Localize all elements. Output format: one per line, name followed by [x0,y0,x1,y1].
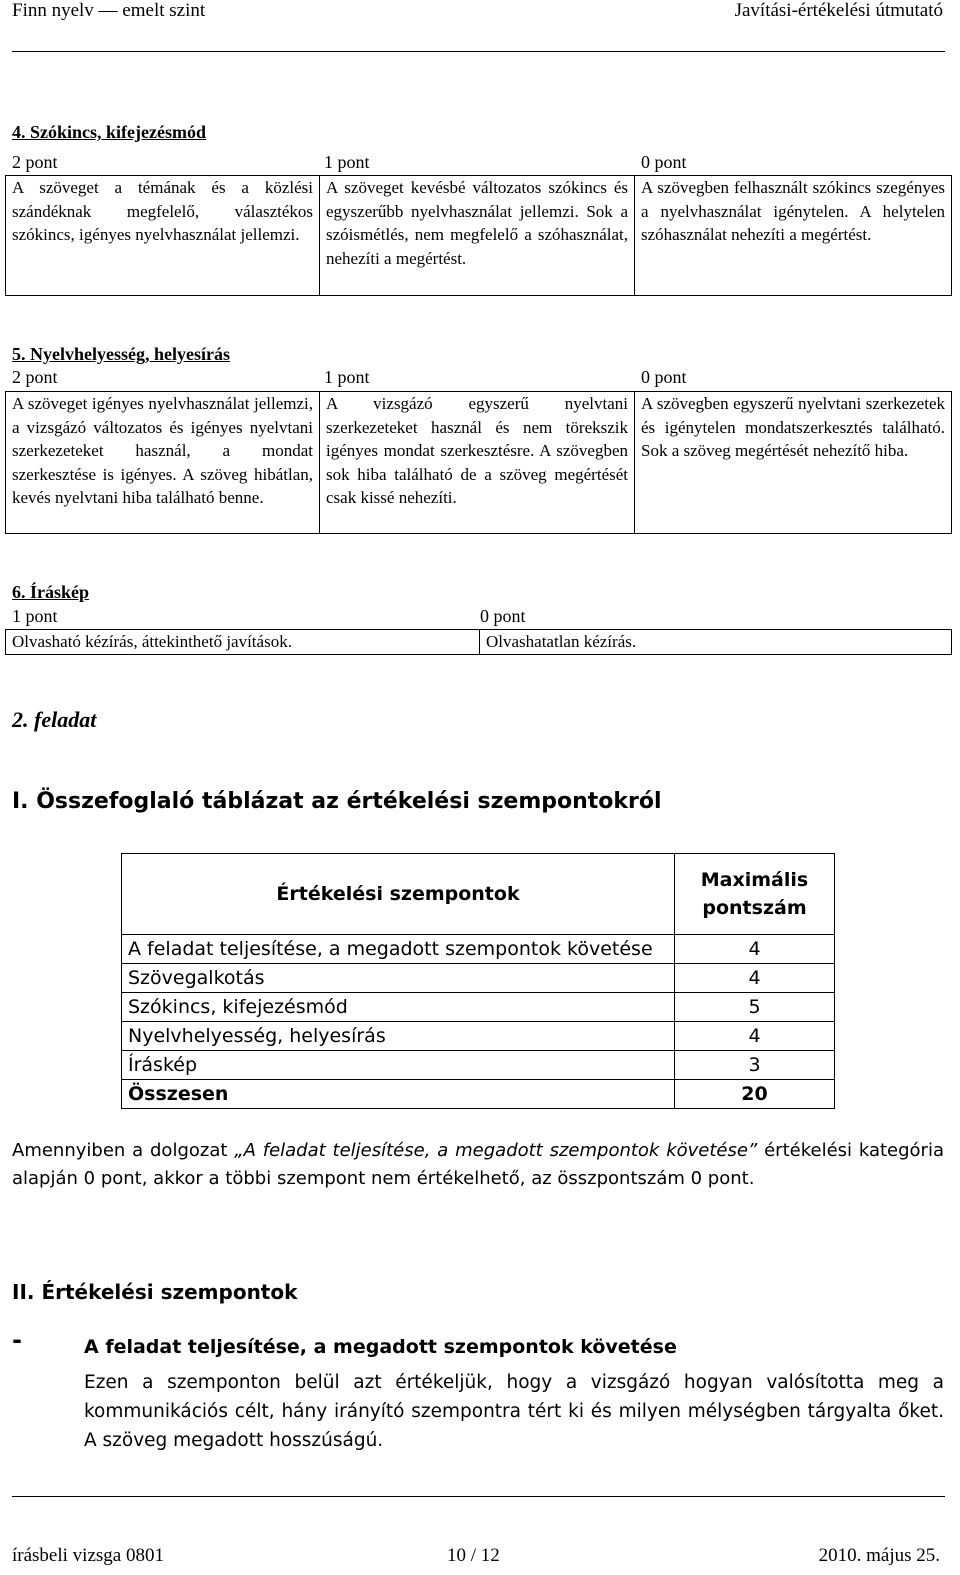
summary-row [122,964,835,993]
s4-rubric-table [5,175,952,296]
summary-row-label: A feladat teljesítése, a megadott szempontok követése [122,935,675,964]
scoring-note-criterion: „A feladat teljesítése, a megadott szempontok követése” [234,1140,758,1161]
header-left: Finn nyelv — emelt szint [12,0,206,21]
s4-label-2pont: 2 pont [12,152,58,172]
scoring-note-text-end: értékelési kategória alapján 0 pont, akkor a többi szempont nem értékelhető, az összpontszám 0 pont. [12,1140,944,1189]
s6-cell-0pont: Olvashatatlan kézírás. [480,630,952,655]
header-right: Javítási-értékelési útmutató [734,0,943,21]
summary-row-value: 4 [675,1022,835,1051]
footer-page-number: 10 / 12 [447,1545,500,1566]
summary-row-label: Szókincs, kifejezésmód [122,993,675,1022]
s4-cell-2pont: A szöveget a témának és a közlési szándéknak megfelelő, választékos szókincs, igényes nyelvhasználat jellemzi. [6,176,320,296]
s6-label-1pont: 1 pont [12,606,58,626]
summary-total-value: 20 [675,1080,835,1109]
s5-cell-0pont: A szövegben egyszerű nyelvtani szerkezetek és igénytelen mondatszerkesztés található. Sok a szöveg megértését nehezítő hiba. [635,392,952,534]
summary-row [122,1022,835,1051]
s6-label-0pont: 0 pont [480,606,526,626]
header-divider [12,51,945,52]
summary-row-label: Szövegalkotás [122,964,675,993]
footer-divider [12,1496,945,1497]
footer-left: írásbeli vizsga 0801 [12,1545,164,1566]
s5-label-0pont: 0 pont [641,367,687,387]
s6-cell-1pont: Olvasható kézírás, áttekinthető javítások. [6,630,480,655]
summary-row [122,1051,835,1080]
summary-row-label: Íráskép [122,1051,675,1080]
scoring-note [12,1137,944,1193]
summary-header-maxpoints: Maximális pontszám [675,854,835,935]
footer-date: 2010. május 25. [818,1545,940,1566]
s5-label-1pont: 1 pont [324,367,370,387]
s5-cell-2pont: A szöveget igényes nyelvhasználat jellemzi, a vizsgázó változatos és igényes nyelvtani szerkezeteket használ, a mondat szerkesztése is igényes. A szöveg hibátlan, kevés nyelvtani hiba található benne. [6,392,320,534]
summary-table [121,853,835,1109]
s5-rubric-table [5,391,952,534]
s5-cell-1pont: A vizsgázó egyszerű nyelvtani szerkezeteket használ és nem törekszik igényes mondat szerkesztésre. A szövegben sok hiba található de a szöveg megértését csak kissé nehezíti. [320,392,635,534]
summary-row-label: Nyelvhelyesség, helyesírás [122,1022,675,1051]
summary-row [122,993,835,1022]
summary-title: I. Összefoglaló táblázat az értékelési szempontokról [12,789,662,814]
part2-title: II. Értékelési szempontok [12,1280,298,1304]
part2-item-title: A feladat teljesítése, a megadott szempontok követése [84,1336,677,1358]
bullet-dash: - [12,1326,22,1354]
s4-cell-0pont: A szövegben felhasznált szókincs szegényes a nyelvhasználat igénytelen. A helytelen szóhasználat nehezíti a megértést. [635,176,952,296]
summary-header-criteria: Értékelési szempontok [122,854,675,935]
s4-cell-1pont: A szöveget kevésbé változatos szókincs és egyszerűbb nyelvhasználat jellemzi. Sok a szóismétlés, nem megfelelő a szóhasználat, nehezíti a megértést. [320,176,635,296]
s4-label-0pont: 0 pont [641,152,687,172]
scoring-note-text: Amennyiben a dolgozat [12,1140,235,1161]
summary-row-value: 3 [675,1051,835,1080]
s6-rubric-table [5,629,952,655]
summary-row [122,935,835,964]
section-4-title: 4. Szókincs, kifejezésmód [12,122,206,142]
summary-row-value: 5 [675,993,835,1022]
part2-item-text: Ezen a szemponton belül azt értékeljük, hogy a vizsgázó hogyan valósította meg a kommunikációs célt, hány irányító szempontra tért ki és milyen mélységben tárgyalta őket. A szöveg megadott hosszúságú. [84,1372,944,1451]
summary-total-row [122,1080,835,1109]
summary-row-value: 4 [675,935,835,964]
section-6-title: 6. Íráskép [12,582,90,602]
section-5-title: 5. Nyelvhelyesség, helyesírás [12,344,230,364]
task-2-title: 2. feladat [12,707,97,732]
s5-label-2pont: 2 pont [12,367,58,387]
summary-row-value: 4 [675,964,835,993]
s4-label-1pont: 1 pont [324,152,370,172]
summary-total-label: Összesen [122,1080,675,1109]
